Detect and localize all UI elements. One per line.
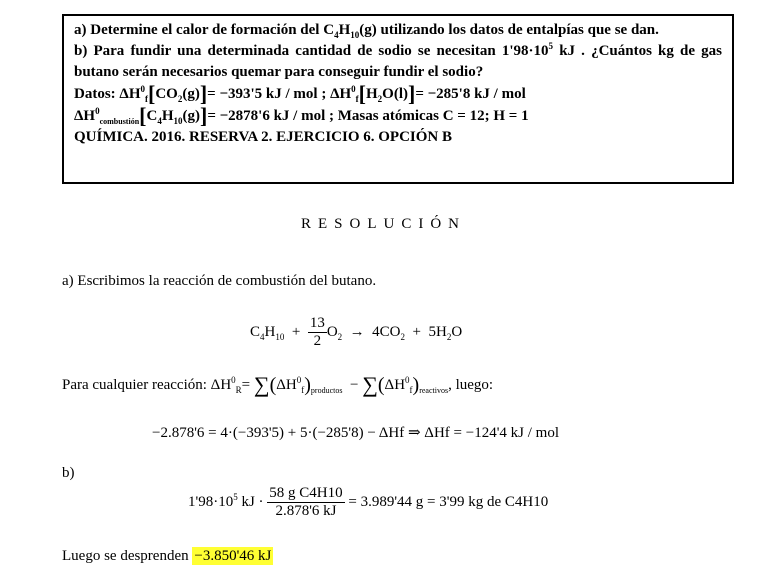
problem-a: a) Determine el calor de formación del $C_4H_{10}(g)$ utilizando los datos de entalpías que se dan.: [74, 22, 659, 40]
reaction-fraction: $\frac{13}{2}$: [309, 315, 325, 349]
calculation-a: −2.878'6 = 4·(−393'5) + 5·(−285'8) − ΔHf ⇒ ΔHf = −124'4 kJ / mol: [152, 425, 559, 441]
problem-datos: Datos: $\Delta H^0_f[CO_2(g)]= -393'5$ kJ / mol ; $\Delta H^0_f[H_2O(l)]= -285'8$ kJ / mol: [74, 81, 526, 106]
resolution-b-label: b): [62, 465, 75, 481]
problem-source: QUÍMICA. 2016. RESERVA 2. EJERCICIO 6. OPCIÓN B: [74, 129, 452, 145]
problem-b: b) Para fundir una determinada cantidad de sodio se necesitan $1'98\cdot 10^5$ kJ . ¿Cuántos kg de gas butano serán necesarios quemar para conseguir fundir el sodio?: [74, 41, 723, 80]
general-formula: Para cualquier reacción: $\Delta H^0_R= \sum(\Delta H^0_f)_{productos} - \sum(\Delta H^0_f)_{reactivos}$, luego:: [62, 372, 494, 397]
problem-combustion: $\Delta H^0_{combustión}[C_4H_{10}(g)]= -2878'6$ kJ / mol ; Masas atómicas C = 12; H = 1: [74, 103, 529, 128]
calculation-b: $1'98\cdot 10^5$ kJ · $\frac{\text{58 g C4H10}}{2.878'6 kJ}$ = 3.989'44 g = 3'99 kg de C4H10: [188, 485, 549, 519]
formula-butane: $C_4H_{10}(g)$: [323, 22, 377, 40]
resolution-a-intro: a) Escribimos la reacción de combustión del butano.: [62, 273, 377, 289]
highlighted-result: −3.850'46 kJ: [194, 548, 272, 564]
problem-box: [62, 14, 734, 184]
conversion-fraction: $\frac{\text{58 g C4H10}}{2.878'6 kJ}$: [269, 485, 343, 519]
conclusion: Luego se desprenden −3.850'46 kJ: [62, 548, 272, 564]
resolution-heading: RESOLUCIÓN: [300, 216, 466, 232]
reaction-equation: $C_4H_{10}$ + $\frac{13}{2}$ $O_2 \to 4CO_2 + 5H_2O$: [250, 315, 463, 349]
